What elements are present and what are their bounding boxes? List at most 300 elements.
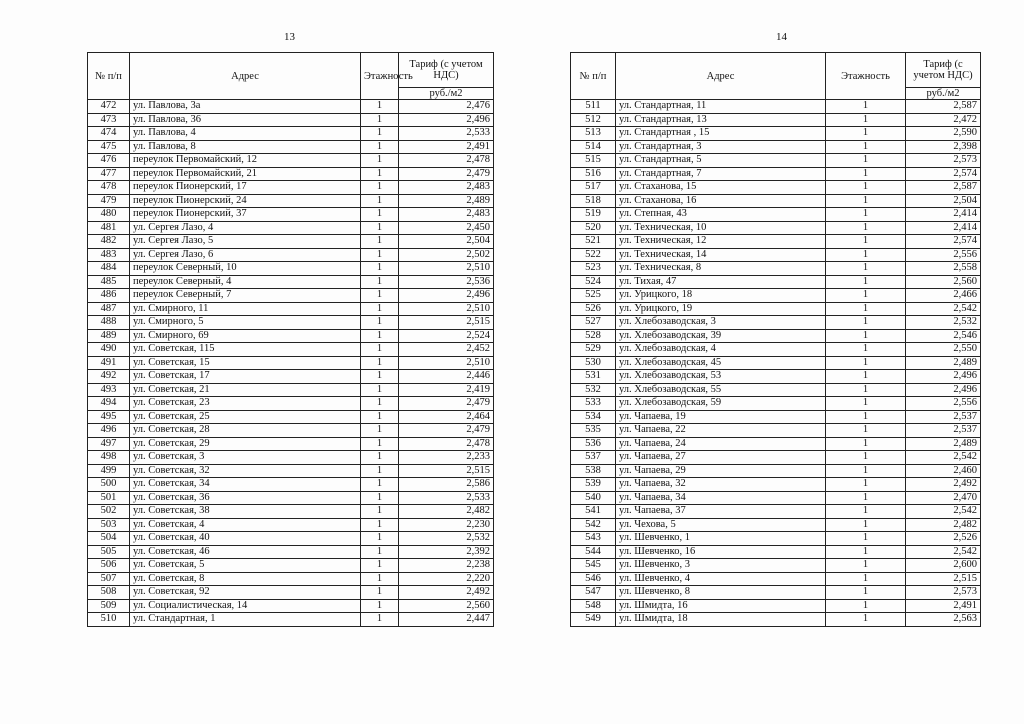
table-row <box>571 613 981 627</box>
row-tariff: 2,558 <box>906 262 981 276</box>
row-tariff: 2,510 <box>399 262 494 276</box>
table-row <box>571 491 981 505</box>
row-number: 509 <box>88 599 130 613</box>
row-address: ул. Советская, 21 <box>130 383 361 397</box>
table-row <box>88 356 494 370</box>
row-number: 532 <box>571 383 616 397</box>
row-tariff: 2,560 <box>906 275 981 289</box>
row-tariff: 2,230 <box>399 518 494 532</box>
row-tariff: 2,542 <box>906 505 981 519</box>
row-address: ул. Советская, 17 <box>130 370 361 384</box>
row-tariff: 2,392 <box>399 545 494 559</box>
table-row <box>571 127 981 141</box>
row-address: ул. Советская, 15 <box>130 356 361 370</box>
row-number: 498 <box>88 451 130 465</box>
row-tariff: 2,414 <box>906 221 981 235</box>
table-row <box>88 343 494 357</box>
table-row <box>571 194 981 208</box>
table-row <box>571 505 981 519</box>
row-number: 518 <box>571 194 616 208</box>
row-tariff: 2,573 <box>906 586 981 600</box>
row-floors: 1 <box>361 262 399 276</box>
row-address: ул. Советская, 5 <box>130 559 361 573</box>
header-num: № п/п <box>88 53 130 100</box>
row-floors: 1 <box>361 559 399 573</box>
row-address: ул. Стандартная, 5 <box>616 154 826 168</box>
row-floors: 1 <box>361 275 399 289</box>
table-row <box>88 491 494 505</box>
row-floors: 1 <box>361 505 399 519</box>
table-row <box>571 370 981 384</box>
row-floors: 1 <box>826 221 906 235</box>
row-floors: 1 <box>826 302 906 316</box>
table-row <box>571 343 981 357</box>
row-tariff: 2,492 <box>399 586 494 600</box>
row-number: 478 <box>88 181 130 195</box>
row-address: ул. Техническая, 10 <box>616 221 826 235</box>
row-floors: 1 <box>361 194 399 208</box>
row-floors: 1 <box>826 167 906 181</box>
row-number: 511 <box>571 100 616 114</box>
row-address: ул. Урицкого, 18 <box>616 289 826 303</box>
row-number: 539 <box>571 478 616 492</box>
row-floors: 1 <box>826 275 906 289</box>
table-row <box>571 316 981 330</box>
row-floors: 1 <box>361 167 399 181</box>
row-tariff: 2,502 <box>399 248 494 262</box>
row-number: 520 <box>571 221 616 235</box>
table-row <box>88 154 494 168</box>
row-floors: 1 <box>361 289 399 303</box>
row-number: 515 <box>571 154 616 168</box>
row-tariff: 2,446 <box>399 370 494 384</box>
row-address: ул. Шмидта, 18 <box>616 613 826 627</box>
row-address: ул. Смирного, 11 <box>130 302 361 316</box>
row-tariff: 2,515 <box>399 316 494 330</box>
row-floors: 1 <box>361 154 399 168</box>
row-number: 538 <box>571 464 616 478</box>
row-address: ул. Советская, 32 <box>130 464 361 478</box>
row-number: 473 <box>88 113 130 127</box>
row-tariff: 2,587 <box>906 181 981 195</box>
table-row <box>88 370 494 384</box>
row-floors: 1 <box>826 586 906 600</box>
page-number-left: 13 <box>284 31 295 43</box>
row-tariff: 2,542 <box>906 302 981 316</box>
row-address: ул. Павлова, 36 <box>130 113 361 127</box>
row-address: ул. Советская, 38 <box>130 505 361 519</box>
row-floors: 1 <box>361 424 399 438</box>
row-tariff: 2,398 <box>906 140 981 154</box>
row-tariff: 2,563 <box>906 613 981 627</box>
row-address: переулок Пионерский, 37 <box>130 208 361 222</box>
row-number: 505 <box>88 545 130 559</box>
row-tariff: 2,466 <box>906 289 981 303</box>
row-number: 508 <box>88 586 130 600</box>
table-row <box>571 451 981 465</box>
row-number: 534 <box>571 410 616 424</box>
row-address: ул. Шевченко, 1 <box>616 532 826 546</box>
row-number: 514 <box>571 140 616 154</box>
row-tariff: 2,556 <box>906 248 981 262</box>
row-number: 549 <box>571 613 616 627</box>
row-number: 497 <box>88 437 130 451</box>
row-number: 545 <box>571 559 616 573</box>
row-address: ул. Стаханова, 15 <box>616 181 826 195</box>
row-tariff: 2,414 <box>906 208 981 222</box>
row-address: ул. Степная, 43 <box>616 208 826 222</box>
row-address: ул. Хлебозаводская, 59 <box>616 397 826 411</box>
row-floors: 1 <box>361 572 399 586</box>
row-number: 537 <box>571 451 616 465</box>
table-row <box>88 113 494 127</box>
row-floors: 1 <box>826 545 906 559</box>
row-number: 504 <box>88 532 130 546</box>
row-address: переулок Северный, 10 <box>130 262 361 276</box>
row-floors: 1 <box>361 383 399 397</box>
row-number: 525 <box>571 289 616 303</box>
row-floors: 1 <box>826 613 906 627</box>
table-row <box>88 505 494 519</box>
row-floors: 1 <box>361 464 399 478</box>
table-row <box>571 248 981 262</box>
row-number: 481 <box>88 221 130 235</box>
table-row <box>571 356 981 370</box>
row-address: ул. Советская, 46 <box>130 545 361 559</box>
row-address: ул. Техническая, 12 <box>616 235 826 249</box>
table-row <box>571 518 981 532</box>
row-tariff: 2,419 <box>399 383 494 397</box>
row-number: 500 <box>88 478 130 492</box>
table-row <box>571 599 981 613</box>
row-address: ул. Чапаева, 27 <box>616 451 826 465</box>
table-row <box>571 113 981 127</box>
row-address: ул. Сергея Лазо, 6 <box>130 248 361 262</box>
row-floors: 1 <box>826 154 906 168</box>
table-row <box>571 559 981 573</box>
row-floors: 1 <box>826 410 906 424</box>
row-number: 493 <box>88 383 130 397</box>
row-number: 477 <box>88 167 130 181</box>
row-floors: 1 <box>361 532 399 546</box>
table-row <box>88 248 494 262</box>
table-row <box>571 329 981 343</box>
header-address: Адрес <box>130 53 361 100</box>
table-row <box>88 613 494 627</box>
table-row <box>571 437 981 451</box>
row-tariff: 2,460 <box>906 464 981 478</box>
row-floors: 1 <box>826 113 906 127</box>
table-row <box>88 451 494 465</box>
row-address: ул. Советская, 28 <box>130 424 361 438</box>
row-floors: 1 <box>826 289 906 303</box>
row-address: ул. Стандартная, 7 <box>616 167 826 181</box>
row-tariff: 2,533 <box>399 127 494 141</box>
row-floors: 1 <box>361 451 399 465</box>
table-row <box>571 221 981 235</box>
row-floors: 1 <box>361 113 399 127</box>
table-row <box>88 532 494 546</box>
row-address: ул. Советская, 25 <box>130 410 361 424</box>
row-tariff: 2,496 <box>399 289 494 303</box>
row-floors: 1 <box>361 329 399 343</box>
row-number: 506 <box>88 559 130 573</box>
row-number: 529 <box>571 343 616 357</box>
row-floors: 1 <box>826 181 906 195</box>
row-tariff: 2,515 <box>399 464 494 478</box>
row-address: ул. Техническая, 8 <box>616 262 826 276</box>
row-tariff: 2,574 <box>906 167 981 181</box>
row-address: ул. Советская, 36 <box>130 491 361 505</box>
row-number: 535 <box>571 424 616 438</box>
table-row <box>571 464 981 478</box>
table-row <box>571 140 981 154</box>
row-address: ул. Хлебозаводская, 53 <box>616 370 826 384</box>
row-tariff: 2,526 <box>906 532 981 546</box>
row-address: переулок Северный, 7 <box>130 289 361 303</box>
row-number: 540 <box>571 491 616 505</box>
row-floors: 1 <box>826 100 906 114</box>
row-address: ул. Смирного, 69 <box>130 329 361 343</box>
table-row <box>571 275 981 289</box>
row-tariff: 2,537 <box>906 424 981 438</box>
table-row <box>88 235 494 249</box>
row-floors: 1 <box>826 316 906 330</box>
row-address: переулок Первомайский, 21 <box>130 167 361 181</box>
row-number: 517 <box>571 181 616 195</box>
row-address: ул. Шмидта, 16 <box>616 599 826 613</box>
row-tariff: 2,574 <box>906 235 981 249</box>
table-row <box>88 262 494 276</box>
row-number: 492 <box>88 370 130 384</box>
table-body <box>571 100 981 627</box>
row-number: 488 <box>88 316 130 330</box>
row-number: 472 <box>88 100 130 114</box>
row-floors: 1 <box>361 316 399 330</box>
row-tariff: 2,533 <box>399 491 494 505</box>
table-row <box>88 383 494 397</box>
row-number: 546 <box>571 572 616 586</box>
table-row <box>571 235 981 249</box>
row-floors: 1 <box>361 100 399 114</box>
row-address: ул. Тихая, 47 <box>616 275 826 289</box>
row-tariff: 2,492 <box>906 478 981 492</box>
row-number: 516 <box>571 167 616 181</box>
row-floors: 1 <box>361 410 399 424</box>
table-row <box>88 100 494 114</box>
table-row <box>88 464 494 478</box>
row-address: ул. Техническая, 14 <box>616 248 826 262</box>
row-number: 513 <box>571 127 616 141</box>
row-tariff: 2,483 <box>399 208 494 222</box>
row-number: 491 <box>88 356 130 370</box>
row-address: ул. Чапаева, 32 <box>616 478 826 492</box>
row-number: 523 <box>571 262 616 276</box>
row-address: ул. Стаханова, 16 <box>616 194 826 208</box>
row-floors: 1 <box>826 491 906 505</box>
row-tariff: 2,447 <box>399 613 494 627</box>
row-floors: 1 <box>826 383 906 397</box>
row-address: ул. Хлебозаводская, 4 <box>616 343 826 357</box>
header-address: Адрес <box>616 53 826 100</box>
table-row <box>88 397 494 411</box>
row-tariff: 2,479 <box>399 167 494 181</box>
table-row <box>571 289 981 303</box>
row-floors: 1 <box>361 127 399 141</box>
row-address: ул. Шевченко, 8 <box>616 586 826 600</box>
table-row <box>88 221 494 235</box>
row-address: ул. Павлова, 8 <box>130 140 361 154</box>
row-address: ул. Стандартная, 13 <box>616 113 826 127</box>
row-address: переулок Первомайский, 12 <box>130 154 361 168</box>
row-floors: 1 <box>826 424 906 438</box>
row-tariff: 2,496 <box>906 383 981 397</box>
tariff-table-right <box>570 52 981 627</box>
row-floors: 1 <box>826 248 906 262</box>
row-floors: 1 <box>361 478 399 492</box>
row-floors: 1 <box>826 451 906 465</box>
row-tariff: 2,482 <box>399 505 494 519</box>
row-number: 474 <box>88 127 130 141</box>
row-floors: 1 <box>361 235 399 249</box>
row-address: ул. Советская, 115 <box>130 343 361 357</box>
row-address: ул. Сергея Лазо, 4 <box>130 221 361 235</box>
row-number: 485 <box>88 275 130 289</box>
table-row <box>571 410 981 424</box>
row-number: 487 <box>88 302 130 316</box>
table-row <box>88 289 494 303</box>
table-row <box>88 559 494 573</box>
row-address: ул. Чапаева, 34 <box>616 491 826 505</box>
table-row <box>88 586 494 600</box>
row-tariff: 2,537 <box>906 410 981 424</box>
row-address: ул. Хлебозаводская, 39 <box>616 329 826 343</box>
row-tariff: 2,489 <box>906 356 981 370</box>
row-number: 495 <box>88 410 130 424</box>
row-address: ул. Советская, 4 <box>130 518 361 532</box>
row-tariff: 2,586 <box>399 478 494 492</box>
row-tariff: 2,590 <box>906 127 981 141</box>
row-number: 502 <box>88 505 130 519</box>
row-address: ул. Хлебозаводская, 3 <box>616 316 826 330</box>
row-tariff: 2,532 <box>399 532 494 546</box>
row-floors: 1 <box>826 532 906 546</box>
row-address: ул. Советская, 92 <box>130 586 361 600</box>
row-number: 482 <box>88 235 130 249</box>
table-row <box>88 478 494 492</box>
row-floors: 1 <box>826 343 906 357</box>
row-number: 547 <box>571 586 616 600</box>
table-row <box>571 154 981 168</box>
row-tariff: 2,536 <box>399 275 494 289</box>
row-floors: 1 <box>826 262 906 276</box>
header-floors: Этажность <box>826 53 906 100</box>
row-number: 543 <box>571 532 616 546</box>
row-tariff: 2,504 <box>399 235 494 249</box>
table-row <box>571 383 981 397</box>
row-address: ул. Советская, 40 <box>130 532 361 546</box>
row-number: 512 <box>571 113 616 127</box>
row-floors: 1 <box>361 208 399 222</box>
row-tariff: 2,510 <box>399 356 494 370</box>
row-floors: 1 <box>826 397 906 411</box>
row-floors: 1 <box>826 599 906 613</box>
row-address: ул. Стандартная, 3 <box>616 140 826 154</box>
table-row <box>88 437 494 451</box>
row-number: 533 <box>571 397 616 411</box>
row-address: ул. Чапаева, 37 <box>616 505 826 519</box>
row-tariff: 2,483 <box>399 181 494 195</box>
table-row <box>571 181 981 195</box>
row-floors: 1 <box>826 464 906 478</box>
table-row <box>571 167 981 181</box>
row-number: 490 <box>88 343 130 357</box>
table-row <box>571 545 981 559</box>
row-tariff: 2,496 <box>906 370 981 384</box>
row-floors: 1 <box>826 370 906 384</box>
row-number: 530 <box>571 356 616 370</box>
row-floors: 1 <box>361 599 399 613</box>
row-number: 476 <box>88 154 130 168</box>
row-floors: 1 <box>361 248 399 262</box>
row-floors: 1 <box>826 518 906 532</box>
row-number: 531 <box>571 370 616 384</box>
row-address: ул. Чехова, 5 <box>616 518 826 532</box>
header-tariff: Тариф (с учетом НДС) <box>906 53 981 88</box>
table-row <box>571 572 981 586</box>
table-row <box>88 410 494 424</box>
row-address: ул. Стандартная, 1 <box>130 613 361 627</box>
row-tariff: 2,489 <box>906 437 981 451</box>
row-address: ул. Советская, 8 <box>130 572 361 586</box>
row-address: ул. Советская, 29 <box>130 437 361 451</box>
table-row <box>571 478 981 492</box>
row-floors: 1 <box>361 397 399 411</box>
row-number: 510 <box>88 613 130 627</box>
row-number: 521 <box>571 235 616 249</box>
header-unit: руб./м2 <box>906 88 981 100</box>
row-floors: 1 <box>826 559 906 573</box>
row-number: 524 <box>571 275 616 289</box>
row-tariff: 2,479 <box>399 397 494 411</box>
row-tariff: 2,450 <box>399 221 494 235</box>
table-row <box>88 599 494 613</box>
row-tariff: 2,478 <box>399 154 494 168</box>
row-number: 489 <box>88 329 130 343</box>
row-address: ул. Стандартная , 15 <box>616 127 826 141</box>
row-floors: 1 <box>826 478 906 492</box>
row-address: ул. Павлова, 4 <box>130 127 361 141</box>
row-number: 503 <box>88 518 130 532</box>
row-tariff: 2,560 <box>399 599 494 613</box>
row-tariff: 2,573 <box>906 154 981 168</box>
header-unit: руб./м2 <box>399 88 494 100</box>
row-address: ул. Стандартная, 11 <box>616 100 826 114</box>
row-address: ул. Хлебозаводская, 55 <box>616 383 826 397</box>
table-row <box>88 181 494 195</box>
table-row <box>571 302 981 316</box>
row-address: ул. Шевченко, 16 <box>616 545 826 559</box>
page-number-right: 14 <box>776 31 787 43</box>
row-floors: 1 <box>361 343 399 357</box>
table-row <box>88 194 494 208</box>
row-number: 519 <box>571 208 616 222</box>
row-floors: 1 <box>826 437 906 451</box>
header-tariff: Тариф (с учетом НДС) <box>399 53 494 88</box>
row-tariff: 2,515 <box>906 572 981 586</box>
row-number: 484 <box>88 262 130 276</box>
row-address: ул. Советская, 23 <box>130 397 361 411</box>
